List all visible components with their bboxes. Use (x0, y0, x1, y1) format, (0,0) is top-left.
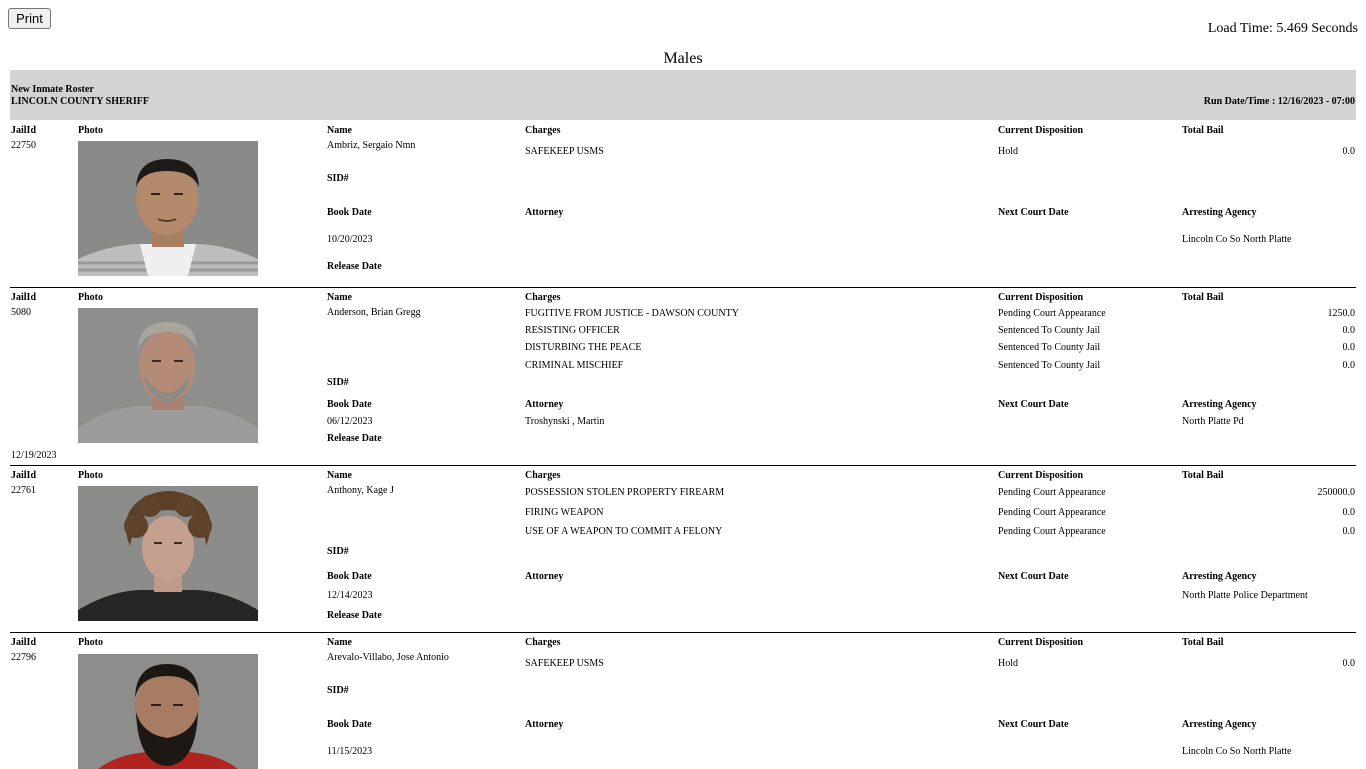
jail-id-label: JailId (11, 470, 37, 481)
name-label: Name (327, 637, 352, 648)
arresting-agency: North Platte Pd (1182, 416, 1244, 427)
name-label: Name (327, 292, 352, 303)
name-label: Name (327, 470, 352, 481)
release-date: 12/19/2023 (11, 450, 57, 461)
inmate-name: Anderson, Brian Gregg (327, 307, 421, 318)
release-date-label: Release Date (327, 433, 382, 444)
bail-amount: 1250.0 (1327, 308, 1355, 319)
jail-id: 22750 (11, 140, 36, 151)
photo-label: Photo (78, 125, 103, 136)
inmate-name: Arevalo-Villabo, Jose Antonio (327, 652, 449, 663)
charge: POSSESSION STOLEN PROPERTY FIREARM (525, 487, 725, 498)
disposition: Hold (998, 658, 1018, 669)
photo-label: Photo (78, 292, 103, 303)
book-date: 06/12/2023 (327, 416, 373, 427)
book-date-label: Book Date (327, 399, 372, 410)
inmate-record (10, 287, 1356, 466)
print-button[interactable]: Print (8, 8, 51, 29)
arresting-agency: North Platte Police Department (1182, 590, 1308, 601)
bail-amount: 0.0 (1342, 146, 1355, 157)
jail-id: 5080 (11, 307, 31, 318)
jail-id-label: JailId (11, 637, 37, 648)
mugshot-photo (78, 654, 258, 769)
inmate-name: Ambriz, Sergaio Nmn (327, 140, 416, 151)
charges-label: Charges (525, 470, 561, 481)
attorney-label: Attorney (525, 207, 564, 218)
disposition: Sentenced To County Jail (998, 325, 1101, 336)
sid-label: SID# (327, 377, 349, 388)
disposition-label: Current Disposition (998, 637, 1084, 648)
bail-amount: 0.0 (1342, 325, 1355, 336)
mugshot-photo (78, 308, 258, 443)
book-date-label: Book Date (327, 571, 372, 582)
section-title: Males (663, 50, 703, 67)
sid-label: SID# (327, 173, 349, 184)
disposition: Pending Court Appearance (998, 526, 1106, 537)
attorney-label: Attorney (525, 719, 564, 730)
attorney-label: Attorney (525, 571, 564, 582)
mugshot-photo (78, 486, 258, 621)
disposition-label: Current Disposition (998, 292, 1084, 303)
disposition-label: Current Disposition (998, 470, 1084, 481)
report-name: New Inmate Roster (11, 84, 94, 95)
book-date: 10/20/2023 (327, 234, 373, 245)
charges-label: Charges (525, 125, 561, 136)
disposition: Pending Court Appearance (998, 308, 1106, 319)
charge: FIRING WEAPON (525, 507, 604, 518)
bail-label: Total Bail (1182, 637, 1224, 648)
next-court-date-label: Next Court Date (998, 399, 1069, 410)
bail-amount: 0.0 (1342, 360, 1355, 371)
inmate-record (10, 632, 1356, 769)
disposition: Pending Court Appearance (998, 487, 1106, 498)
bail-label: Total Bail (1182, 470, 1224, 481)
charges-label: Charges (525, 637, 561, 648)
disposition: Sentenced To County Jail (998, 342, 1101, 353)
charge: USE OF A WEAPON TO COMMIT A FELONY (525, 526, 723, 537)
jail-id: 22796 (11, 652, 36, 663)
inmate-name: Anthony, Kage J (327, 485, 394, 496)
arresting-agency-label: Arresting Agency (1182, 571, 1257, 582)
sid-label: SID# (327, 685, 349, 696)
photo-label: Photo (78, 470, 103, 481)
photo-label: Photo (78, 637, 103, 648)
book-date: 12/14/2023 (327, 590, 373, 601)
inmate-record (10, 465, 1356, 633)
jail-id-label: JailId (11, 292, 37, 303)
agency-name: LINCOLN COUNTY SHERIFF (11, 96, 149, 107)
charge: CRIMINAL MISCHIEF (525, 360, 624, 371)
jail-id: 22761 (11, 485, 36, 496)
bail-amount: 0.0 (1342, 342, 1355, 353)
disposition: Pending Court Appearance (998, 507, 1106, 518)
attorney-label: Attorney (525, 399, 564, 410)
next-court-date-label: Next Court Date (998, 571, 1069, 582)
charge: FUGITIVE FROM JUSTICE - DAWSON COUNTY (525, 308, 739, 319)
run-date: Run Date/Time : 12/16/2023 - 07:00 (1203, 96, 1355, 107)
charge: RESISTING OFFICER (525, 325, 620, 336)
arresting-agency-label: Arresting Agency (1182, 399, 1257, 410)
bail-amount: 0.0 (1342, 658, 1355, 669)
release-date-label: Release Date (327, 261, 382, 272)
sid-label: SID# (327, 546, 349, 557)
charge: SAFEKEEP USMS (525, 146, 604, 157)
book-date-label: Book Date (327, 207, 372, 218)
jail-id-label: JailId (11, 125, 37, 136)
report-header (10, 70, 1356, 120)
load-time: Load Time: 5.469 Seconds (1207, 21, 1358, 36)
arresting-agency-label: Arresting Agency (1182, 207, 1257, 218)
arresting-agency-label: Arresting Agency (1182, 719, 1257, 730)
charge: SAFEKEEP USMS (525, 658, 604, 669)
bail-amount: 250000.0 (1317, 487, 1355, 498)
disposition: Hold (998, 146, 1018, 157)
bail-amount: 0.0 (1342, 507, 1355, 518)
bail-label: Total Bail (1182, 125, 1224, 136)
attorney: Troshynski , Martin (525, 416, 605, 427)
mugshot-photo (78, 141, 258, 276)
book-date: 11/15/2023 (327, 746, 373, 757)
arresting-agency: Lincoln Co So North Platte (1182, 746, 1292, 757)
inmate-record (10, 120, 1356, 287)
next-court-date-label: Next Court Date (998, 719, 1069, 730)
book-date-label: Book Date (327, 719, 372, 730)
bail-label: Total Bail (1182, 292, 1224, 303)
release-date-label: Release Date (327, 610, 382, 621)
bail-amount: 0.0 (1342, 526, 1355, 537)
arresting-agency: Lincoln Co So North Platte (1182, 234, 1292, 245)
disposition-label: Current Disposition (998, 125, 1084, 136)
name-label: Name (327, 125, 352, 136)
next-court-date-label: Next Court Date (998, 207, 1069, 218)
charge: DISTURBING THE PEACE (525, 342, 642, 353)
disposition: Sentenced To County Jail (998, 360, 1101, 371)
charges-label: Charges (525, 292, 561, 303)
